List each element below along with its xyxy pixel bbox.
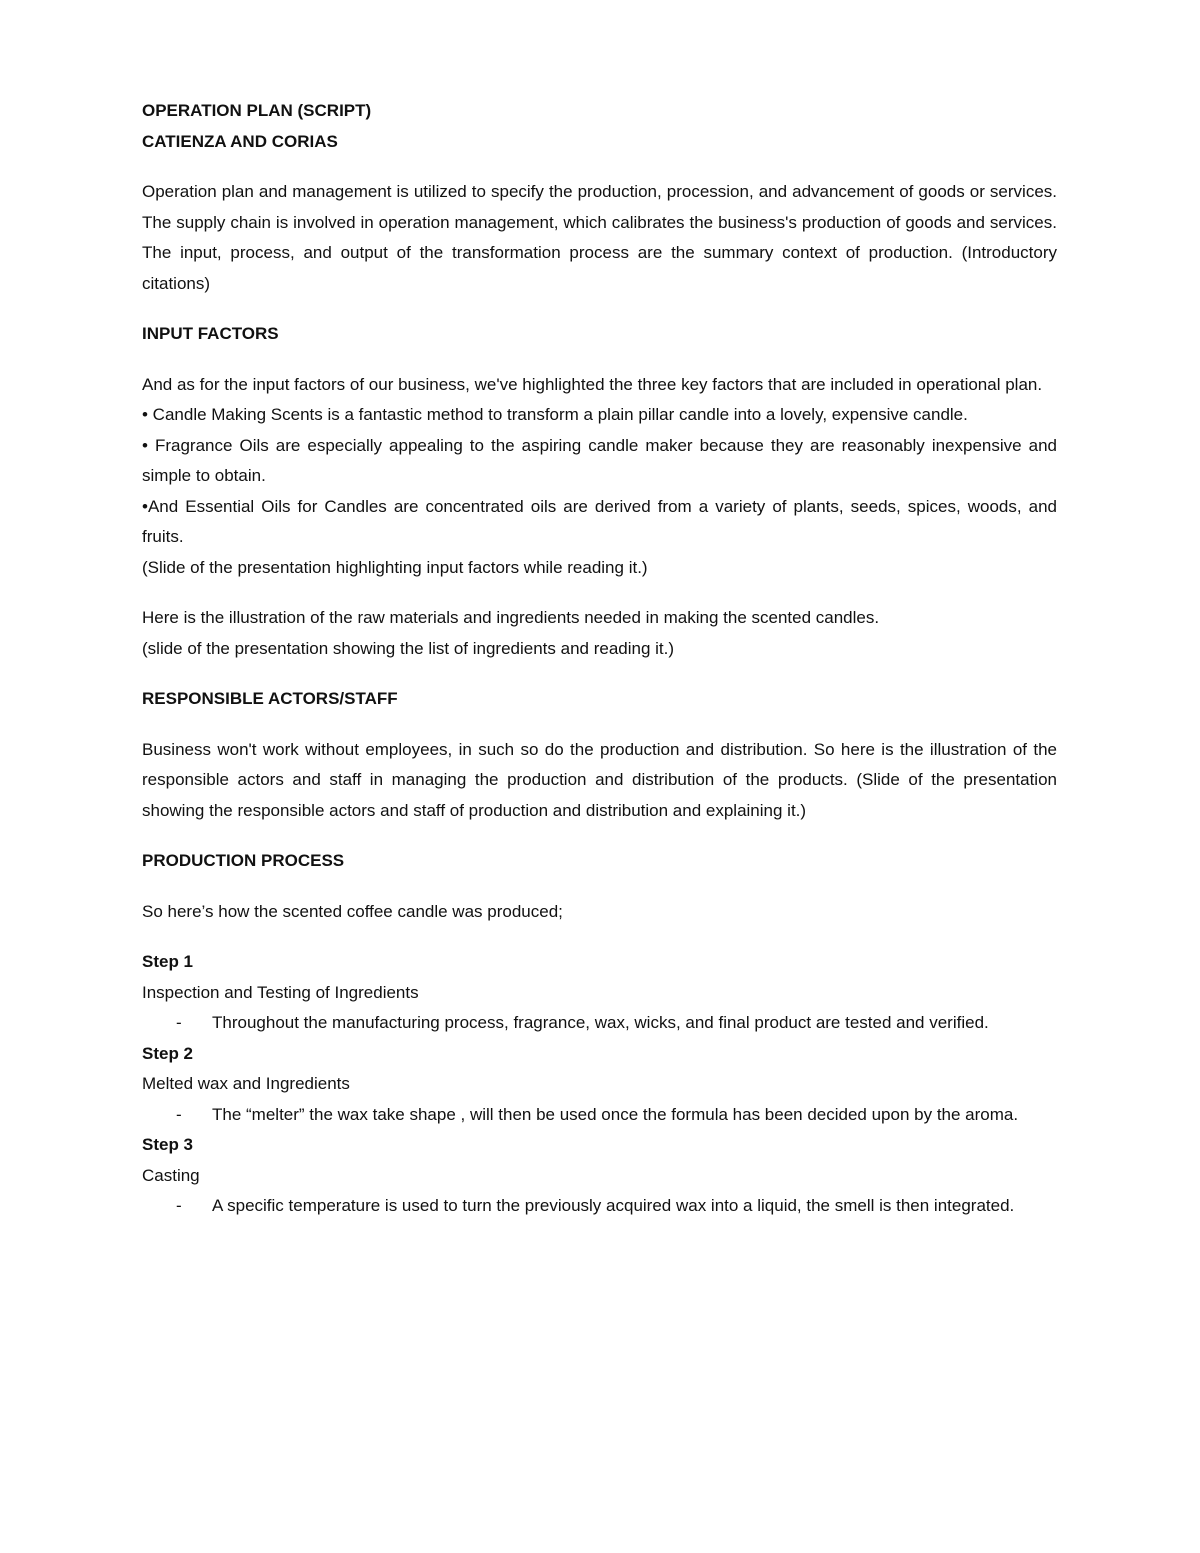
input-factors-lead: And as for the input factors of our business, we've highlighted the three key factors that are included in operational plan. xyxy=(142,374,1043,394)
input-factor-bullet: • Fragrance Oils are especially appealing to the aspiring candle maker because they are reasonably inexpensive and simple to obtain. xyxy=(142,435,1057,485)
responsible-paragraph: Business won't work without employees, in such so do the production and distribution. So here is the illustration of the responsible actors and staff in managing the production and distribution of the products. (Slide of the presentation showing the responsible actors and staff of production and distribution and explaining it.) xyxy=(142,739,1057,820)
input-factors-heading: INPUT FACTORS xyxy=(142,324,279,343)
illustration-note: (slide of the presentation showing the list of ingredients and reading it.) xyxy=(142,638,675,658)
dash-marker: - xyxy=(176,1104,182,1124)
step-detail-item xyxy=(142,1100,1057,1131)
production-lead: So here’s how the scented coffee candle was produced; xyxy=(142,901,563,921)
illustration-text: Here is the illustration of the raw materials and ingredients needed in making the scented candles. xyxy=(142,608,880,627)
step-title: Step 3 xyxy=(142,1135,194,1154)
input-factors-note: (Slide of the presentation highlighting input factors while reading it.) xyxy=(142,557,648,577)
step-detail: Throughout the manufacturing process, fragrance, wax, wicks, and final product are tested and verified. xyxy=(212,1013,989,1032)
document-authors: CATIENZA AND CORIAS xyxy=(142,131,338,151)
step-detail: The “melter” the wax take shape , will then be used once the formula has been decided upon by the aroma. xyxy=(212,1104,1019,1124)
step-detail-item xyxy=(142,1191,1057,1222)
responsible-heading: RESPONSIBLE ACTORS/STAFF xyxy=(142,689,398,708)
input-factor-bullet: • Candle Making Scents is a fantastic method to transform a plain pillar candle into a lovely, expensive candle. xyxy=(142,405,968,424)
dash-marker: - xyxy=(176,1196,182,1215)
intro-paragraph: Operation plan and management is utilized to specify the production, procession, and advancement of goods or services. The supply chain is involved in operation management, which calibrates the business's production of goods and services. The input, process, and output of the transformation process are the summary context of production. (Introductory citations) xyxy=(142,182,1057,293)
document-title: OPERATION PLAN (SCRIPT) xyxy=(142,101,372,120)
production-heading: PRODUCTION PROCESS xyxy=(142,851,345,870)
step-title: Step 1 xyxy=(142,952,194,971)
step-title: Step 2 xyxy=(142,1043,194,1063)
step-detail: A specific temperature is used to turn the previously acquired wax into a liquid, the smell is then integrated. xyxy=(212,1196,1015,1215)
step-subtitle: Inspection and Testing of Ingredients xyxy=(142,982,419,1002)
input-factor-bullet: •And Essential Oils for Candles are concentrated oils are derived from a variety of plants, seeds, spices, woods, and fruits. xyxy=(142,496,1057,546)
document-page xyxy=(142,96,1057,1222)
step-detail-item xyxy=(142,1008,1057,1039)
dash-marker: - xyxy=(176,1013,182,1032)
step-subtitle: Melted wax and Ingredients xyxy=(142,1074,350,1093)
step-subtitle: Casting xyxy=(142,1165,200,1185)
